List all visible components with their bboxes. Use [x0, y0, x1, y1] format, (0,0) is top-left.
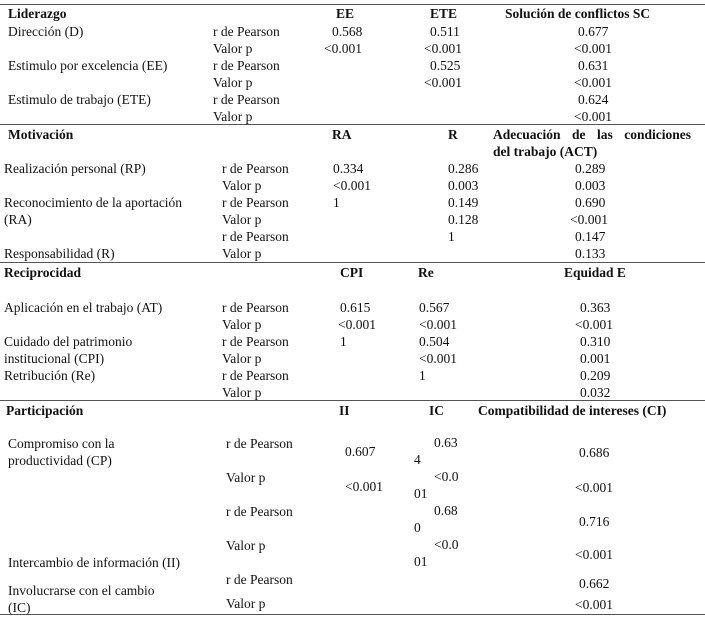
- cell-value: 0.624: [578, 92, 609, 107]
- rule-bottom: [0, 614, 705, 615]
- row-label-cpi-1: Cuidado del patrimonio: [4, 334, 133, 349]
- cell-value: <0.001: [419, 351, 457, 366]
- section-title-reciprocidad: Reciprocidad: [4, 265, 81, 280]
- cell-value: 0.128: [448, 212, 479, 227]
- stat-label: Valor p: [213, 109, 253, 124]
- cell-value: 1: [340, 334, 347, 349]
- header-equidad: Equidad E: [564, 265, 626, 280]
- row-label: Estimulo de trabajo (ETE): [8, 92, 151, 107]
- cell-value: 1: [419, 368, 426, 383]
- stat-label: Valor p: [226, 470, 266, 485]
- row-label-ra-1: Reconocimiento de la aportación: [4, 195, 183, 210]
- section-title-participacion: Participación: [6, 403, 84, 418]
- cell-value: <0.001: [424, 41, 462, 56]
- stat-label: r de Pearson: [222, 229, 289, 244]
- row-label: Dirección (D): [8, 24, 84, 39]
- cell-value: <0.001: [324, 41, 362, 56]
- stat-label: r de Pearson: [213, 24, 280, 39]
- cell-value: <0.001: [574, 109, 612, 124]
- cell-value: 0.607: [345, 444, 376, 459]
- row-label-ic-2: (IC): [8, 600, 31, 615]
- row-label-at: Aplicación en el trabajo (AT): [4, 300, 163, 315]
- stat-label: r de Pearson: [222, 368, 289, 383]
- row-label-ii: Intercambio de información (II): [8, 555, 181, 570]
- cell-value: 0.686: [579, 445, 610, 460]
- header-act-line2: del trabajo (ACT): [493, 144, 598, 159]
- cell-value: 0.003: [448, 178, 479, 193]
- stat-label: Valor p: [222, 385, 262, 400]
- row-label-cp-2: productividad (CP): [8, 453, 112, 468]
- cell-value: 0.662: [579, 576, 610, 591]
- row-label-rp: Realización personal (RP): [4, 161, 146, 176]
- stat-label: r de Pearson: [222, 300, 289, 315]
- cell-value: 0.363: [580, 300, 611, 315]
- stat-label: Valor p: [226, 538, 266, 553]
- cell-value: 0.310: [580, 334, 611, 349]
- cell-value: 0.615: [340, 300, 371, 315]
- cell-value: 0.001: [580, 351, 611, 366]
- cell-value: <0.0: [434, 469, 459, 484]
- cell-value: 0.568: [332, 24, 363, 39]
- cell-value: 0.032: [580, 385, 611, 400]
- stat-label: Valor p: [222, 212, 262, 227]
- rule-section-3: [0, 262, 705, 263]
- cell-value: <0.001: [570, 212, 608, 227]
- cell-value: <0.001: [574, 41, 612, 56]
- cell-value: 0.690: [575, 195, 606, 210]
- cell-value: <0.001: [333, 178, 371, 193]
- cell-value: <0.001: [424, 75, 462, 90]
- cell-value: 0.677: [578, 24, 609, 39]
- cell-value: 0.63: [434, 435, 458, 450]
- row-label-re: Retribución (Re): [4, 368, 96, 383]
- section-title-liderazgo: Liderazgo: [8, 6, 67, 21]
- cell-value: 0.286: [448, 161, 479, 176]
- stat-label: Valor p: [213, 41, 253, 56]
- cell-value: 0.133: [575, 246, 606, 261]
- stat-label: Valor p: [222, 351, 262, 366]
- row-label: Estimulo por excelencia (EE): [8, 58, 168, 73]
- cell-value: 01: [414, 486, 428, 501]
- cell-value: 1: [448, 229, 455, 244]
- header-ra: RA: [332, 127, 352, 142]
- cell-value: 0.631: [578, 58, 609, 73]
- cell-value: <0.001: [338, 317, 376, 332]
- stat-label: Valor p: [213, 75, 253, 90]
- cell-value: 0.68: [434, 503, 458, 518]
- row-label-cp-1: Compromiso con la: [8, 436, 115, 451]
- header-sc: Solución de conflictos SC: [505, 6, 651, 21]
- cell-value: 0.525: [430, 58, 461, 73]
- header-cpi: CPI: [340, 265, 364, 280]
- header-ee: EE: [336, 6, 355, 21]
- cell-value: <0.001: [575, 317, 613, 332]
- cell-value: <0.001: [574, 75, 612, 90]
- cell-value: 0.149: [448, 195, 479, 210]
- stat-label: r de Pearson: [222, 161, 289, 176]
- header-ete: ETE: [430, 6, 458, 21]
- stat-label: r de Pearson: [213, 58, 280, 73]
- header-r: R: [448, 127, 458, 142]
- cell-value: <0.001: [419, 317, 457, 332]
- stat-label: Valor p: [222, 246, 262, 261]
- cell-value: <0.001: [575, 480, 613, 495]
- cell-value: 0.504: [419, 334, 450, 349]
- cell-value: 0.147: [575, 229, 606, 244]
- header-act-line1: Adecuación de las condiciones: [493, 127, 691, 142]
- stat-label: r de Pearson: [226, 572, 293, 587]
- cell-value: 0.511: [430, 24, 460, 39]
- cell-value: <0.001: [575, 547, 613, 562]
- stat-label: Valor p: [226, 596, 266, 611]
- cell-value: <0.0: [434, 537, 459, 552]
- header-ci: Compatibilidad de intereses (CI): [478, 403, 667, 418]
- cell-value: 0.209: [580, 368, 611, 383]
- cell-value: 0.289: [575, 161, 606, 176]
- cell-value: 0.716: [579, 514, 610, 529]
- row-label-r: Responsabilidad (R): [4, 246, 115, 261]
- row-label-ra-2: (RA): [4, 212, 32, 227]
- row-label-cpi-2: institucional (CPI): [4, 351, 105, 366]
- cell-value: <0.001: [575, 597, 613, 612]
- cell-value: 01: [414, 554, 428, 569]
- cell-value: 4: [414, 452, 421, 467]
- cell-value: 0.567: [419, 300, 450, 315]
- header-ic: IC: [429, 403, 445, 418]
- stat-label: r de Pearson: [222, 334, 289, 349]
- header-re: Re: [418, 265, 434, 280]
- stat-label: Valor p: [222, 317, 262, 332]
- cell-value: 1: [333, 195, 340, 210]
- cell-value: 0.003: [575, 178, 606, 193]
- row-label-ic-1: Involucrarse con el cambio: [8, 583, 155, 598]
- header-ii: II: [339, 403, 350, 418]
- stat-label: Valor p: [222, 178, 262, 193]
- cell-value: 0: [414, 520, 421, 535]
- stat-label: r de Pearson: [226, 504, 293, 519]
- stat-label: r de Pearson: [226, 436, 293, 451]
- stat-label: r de Pearson: [213, 92, 280, 107]
- stat-label: r de Pearson: [222, 195, 289, 210]
- cell-value: 0.334: [333, 161, 364, 176]
- section-title-motivacion: Motivación: [8, 127, 74, 142]
- cell-value: <0.001: [345, 479, 383, 494]
